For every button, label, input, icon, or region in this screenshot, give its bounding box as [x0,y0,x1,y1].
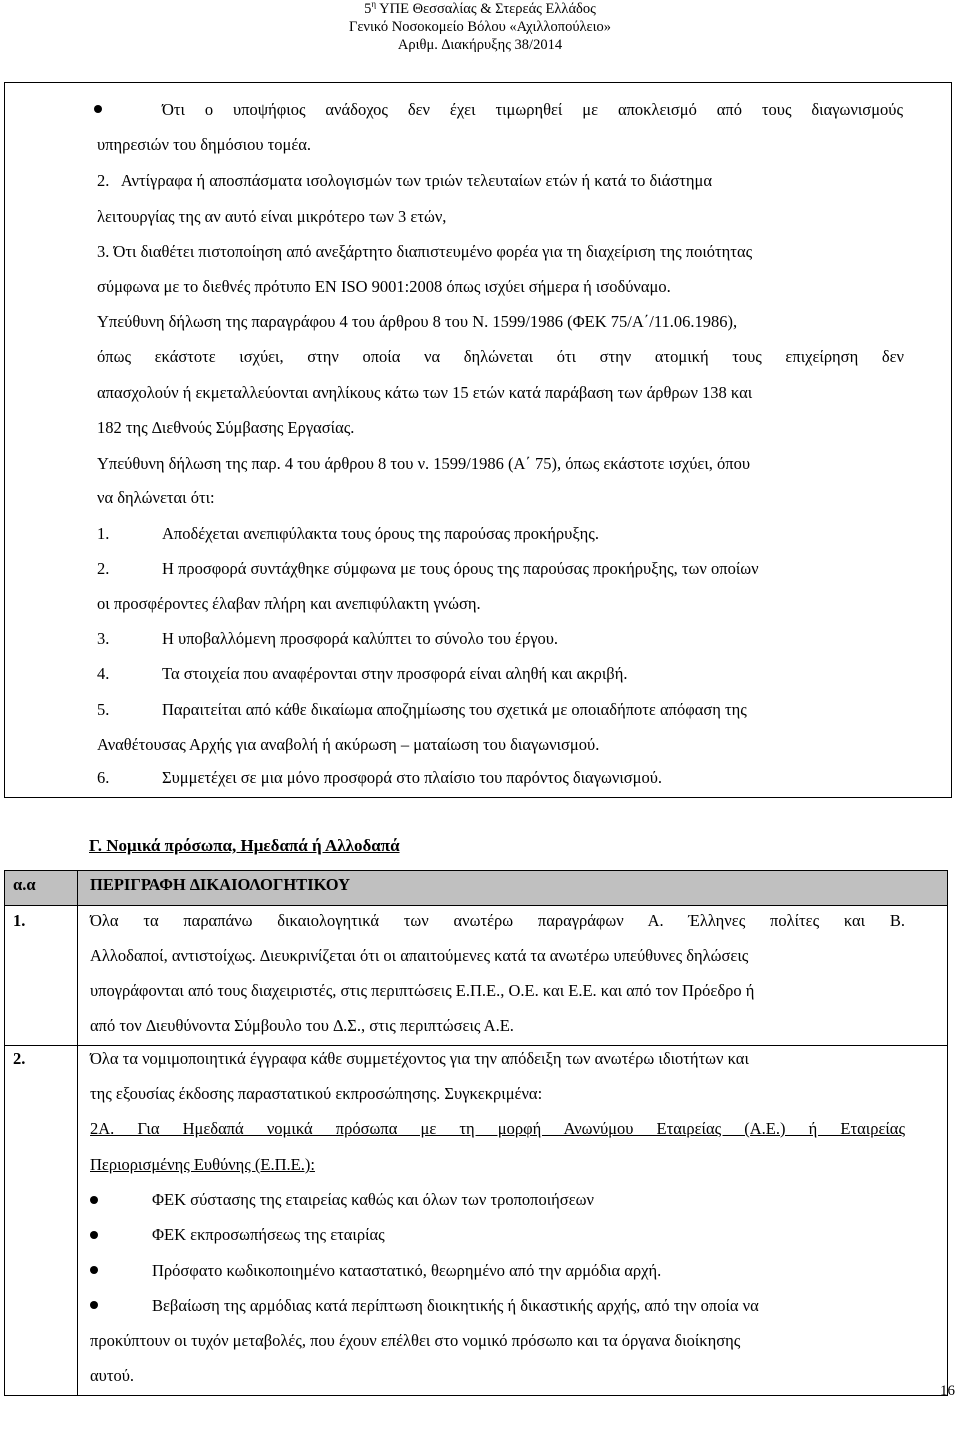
table-row-text: Όλα τα παραπάνω δικαιολογητικά των ανωτέρω παραγράφων Α. Έλληνες πολίτες και Β. [90,911,905,930]
bullet-icon [90,1196,98,1204]
list-number: 4. [97,664,110,683]
text-line: Υπεύθυνη δήλωση της παραγράφου 4 του άρθρου 8 του Ν. 1599/1986 (ΦΕΚ 75/Α΄/11.06.1986), [97,312,738,331]
text-line: Υπεύθυνη δήλωση της παρ. 4 του άρθρου 8 του ν. 1599/1986 (Α΄ 75), όπως εκάστοτε ισχύει, όπου [97,454,751,473]
text-line: λειτουργίας της αν αυτό είναι μικρότερο των 3 ετών, [97,207,447,226]
list-item: Η προσφορά συντάχθηκε σύμφωνα με τους όρους της παρούσας προκήρυξης, των οποίων [162,559,759,578]
list-item: ΦΕΚ σύστασης της εταιρείας καθώς και όλων των τροποποιήσεων [152,1190,594,1209]
row-number: 2. [13,1049,26,1068]
header-line-2: Γενικό Νοσοκομείο Βόλου «Αχιλλοπούλειο» [348,19,612,35]
row-divider [5,1045,947,1046]
bullet-icon [90,1266,98,1274]
text-line: όπως εκάστοτε ισχύει, στην οποία να δηλώνεται ότι στην ατομική τους επιχείρηση δεν [97,347,904,366]
row-number: 1. [13,911,26,930]
header-line-1: $5^\eta$ ΥΠΕ Θεσσαλίας & Στερεάς Ελλάδος [364,0,596,17]
bullet-icon [90,1301,98,1309]
list-number: 3. [97,629,110,648]
column-divider [77,871,78,1395]
text-line: 182 της ∆ιεθνούς Σύμβασης Εργασίας. [97,418,355,437]
text-line: υπηρεσιών του δημόσιου τομέα. [97,135,312,154]
header-col-number: α.α [13,875,36,894]
list-number: 2. [97,559,110,578]
list-item: οι προσφέροντες έλαβαν πλήρη και ανεπιφύλακτη γνώση. [97,594,481,613]
list-item: Αναθέτουσας Αρχής για αναβολή ή ακύρωση – ματαίωση του διαγωνισμού. [97,735,600,754]
list-item: Τα στοιχεία που αναφέρονται στην προσφορά είναι αληθή και ακριβή. [162,664,628,683]
list-item: αυτού. [90,1366,134,1385]
section-title: Γ. Νομικά πρόσωπα, Ημεδαπά ή Αλλοδαπά [89,836,400,855]
list-item: προκύπτουν οι τυχόν μεταβολές, που έχουν επέλθει στο νομικό πρόσωπο και τα όργανα διοίκησης [90,1331,741,1350]
list-number: 1. [97,524,110,543]
table-row-text: Περιορισμένης Ευθύνης (Ε.Π.Ε.): [90,1155,315,1174]
text-line: σύμφωνα με το διεθνές πρότυπο EN ISO 9001:2008 όπως ισχύει σήμερα ή ισοδύναμο. [97,277,671,296]
list-number: 5. [97,700,110,719]
text-line: να δηλώνεται ότι: [97,488,215,507]
table-row-text: υπογράφονται από τους διαχειριστές, στις περιπτώσεις Ε.Π.Ε., Ο.Ε. και Ε.Ε. και από τον Πρόεδρο ή [90,981,755,1000]
list-item: ΦΕΚ εκπροσωπήσεως της εταιρίας [152,1225,385,1244]
list-item: Η υποβαλλόμενη προσφορά καλύπτει το σύνολο του έργου. [162,629,559,648]
bullet-icon [90,1231,98,1239]
documents-table [4,870,948,1396]
list-number: 6. [97,768,110,787]
text-line: Ότι ο υποψήφιος ανάδοχος δεν έχει τιμωρηθεί με αποκλεισμό από τους διαγωνισμούς [162,100,903,119]
table-row-text: Αλλοδαποί, αντιστοίχως. ∆ιευκρινίζεται ότι οι απαιτούμενες κατά τα ανωτέρω υπεύθυνες δηλώσεις [90,946,749,965]
bullet-icon [94,105,102,113]
list-item: Πρόσφατο κωδικοποιημένο καταστατικό, θεωρημένο από την αρμόδια αρχή. [152,1261,662,1280]
table-row-text: Όλα τα νομιμοποιητικά έγγραφα κάθε συμμετέχοντος για την απόδειξη των ανωτέρω ιδιοτήτων και [90,1049,749,1068]
text-line: 3. Ότι διαθέτει πιστοποίηση από ανεξάρτητο διαπιστευμένο φορέα για τη διαχείριση της ποιότητας [97,242,753,261]
list-item: Παραιτείται από κάθε δικαίωμα αποζημίωσης του σχετικά με οποιαδήποτε απόφαση της [162,700,747,719]
table-row-text: 2Α. Για Ημεδαπά νομικά πρόσωπα με τη μορφή Ανωνύμου Εταιρείας (Α.Ε.) ή Εταιρείας [90,1119,905,1138]
page-header [0,0,960,54]
list-item: Βεβαίωση της αρμόδιας κατά περίπτωση διοικητικής ή δικαστικής αρχής, από την οποία να [152,1296,759,1315]
list-item: Συμμετέχει σε μια μόνο προσφορά στο πλαίσιο του παρόντος διαγωνισμού. [162,768,663,787]
requirements-box [4,82,952,798]
header-col-description: ΠΕΡΙΓΡΑΦΗ ∆ΙΚΑΙΟΛΟΓΗΤΙΚΟΥ [90,875,351,894]
table-row-text: της εξουσίας έκδοσης παραστατικού εκπροσώπησης. Συγκεκριμένα: [90,1084,543,1103]
text-line: απασχολούν ή εκμεταλλεύονται ανηλίκους κάτω των 15 ετών κατά παράβαση των άρθρων 138 και [97,383,753,402]
list-item: Αποδέχεται ανεπιφύλακτα τους όρους της παρούσας προκήρυξης. [162,524,599,543]
table-row-text: από τον ∆ιευθύνοντα Σύμβουλο του ∆.Σ., στις περιπτώσεις Α.Ε. [90,1016,514,1035]
header-line-3: Αριθμ. ∆ιακήρυξης 38/2014 [397,37,563,53]
text-line: 2. Αντίγραφα ή αποσπάσματα ισολογισμών των τριών τελευταίων ετών ή κατά το διάστημα [97,171,713,190]
page-number: 16 [940,1383,955,1399]
